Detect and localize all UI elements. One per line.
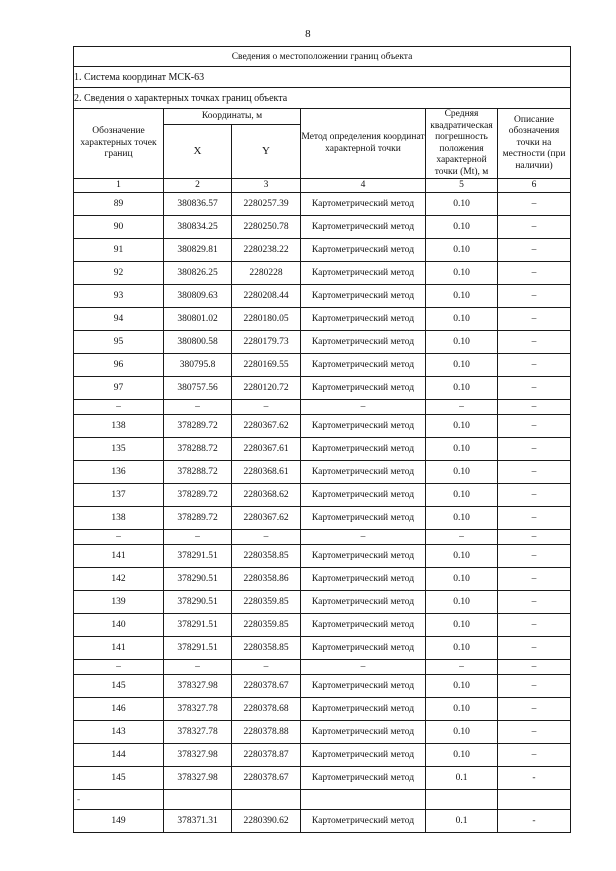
blank-cell-6 bbox=[498, 790, 571, 810]
table-separator-row bbox=[74, 530, 571, 545]
table-row bbox=[74, 216, 571, 239]
cell-description: – bbox=[498, 354, 571, 377]
cell-mean-square-error: 0.10 bbox=[426, 744, 498, 767]
cell-mean-square-error: 0.10 bbox=[426, 614, 498, 637]
cell-mean-square-error: 0.10 bbox=[426, 461, 498, 484]
cell-method: Картометрический метод bbox=[301, 721, 426, 744]
separator-cell-3: – bbox=[232, 400, 301, 415]
cell-method: Картометрический метод bbox=[301, 568, 426, 591]
banner-title-row bbox=[74, 47, 571, 67]
column-number-5: 5 bbox=[426, 179, 498, 193]
cell-description: – bbox=[498, 698, 571, 721]
cell-coordinate-y: 2280368.62 bbox=[232, 484, 301, 507]
table-row bbox=[74, 285, 571, 308]
cell-point-designation: 141 bbox=[74, 637, 164, 660]
cell-mean-square-error: 0.10 bbox=[426, 721, 498, 744]
cell-point-designation: 139 bbox=[74, 591, 164, 614]
table-row bbox=[74, 637, 571, 660]
header-mean-square-error: Средняя квадратическая погрешность положения характерной точки (Мt), м bbox=[426, 109, 498, 179]
cell-mean-square-error: 0.10 bbox=[426, 484, 498, 507]
cell-coordinate-y: 2280378.68 bbox=[232, 698, 301, 721]
table-row bbox=[74, 331, 571, 354]
cell-method: Картометрический метод bbox=[301, 614, 426, 637]
section-2-label: 2. Сведения о характерных точках границ объекта bbox=[74, 88, 571, 109]
table-row bbox=[74, 193, 571, 216]
table-body bbox=[74, 47, 571, 833]
cell-description: – bbox=[498, 614, 571, 637]
cell-coordinate-y: 2280368.61 bbox=[232, 461, 301, 484]
cell-coordinate-x: 378327.98 bbox=[164, 675, 232, 698]
cell-point-designation: 141 bbox=[74, 545, 164, 568]
cell-method: Картометрический метод bbox=[301, 461, 426, 484]
cell-method: Картометрический метод bbox=[301, 698, 426, 721]
cell-mean-square-error: 0.10 bbox=[426, 308, 498, 331]
cell-description: – bbox=[498, 591, 571, 614]
cell-method: Картометрический метод bbox=[301, 308, 426, 331]
cell-coordinate-y: 2280367.61 bbox=[232, 438, 301, 461]
cell-description: – bbox=[498, 262, 571, 285]
section-1-row bbox=[74, 67, 571, 88]
cell-mean-square-error: 0.10 bbox=[426, 377, 498, 400]
table-row bbox=[74, 545, 571, 568]
table-row bbox=[74, 810, 571, 833]
separator-cell-1: – bbox=[74, 400, 164, 415]
cell-mean-square-error: 0.10 bbox=[426, 262, 498, 285]
cell-coordinate-x: 380809.63 bbox=[164, 285, 232, 308]
banner-title: Сведения о местоположении границ объекта bbox=[74, 47, 571, 67]
table-row bbox=[74, 568, 571, 591]
cell-coordinate-x: 378327.78 bbox=[164, 698, 232, 721]
cell-coordinate-y: 2280367.62 bbox=[232, 507, 301, 530]
cell-description: - bbox=[498, 767, 571, 790]
cell-method: Картометрический метод bbox=[301, 744, 426, 767]
header-row-top bbox=[74, 109, 571, 125]
cell-point-designation: 149 bbox=[74, 810, 164, 833]
cell-coordinate-y: 2280238.22 bbox=[232, 239, 301, 262]
header-coordinates-group: Координаты, м bbox=[164, 109, 301, 125]
column-number-3: 3 bbox=[232, 179, 301, 193]
separator-cell-6: – bbox=[498, 530, 571, 545]
cell-coordinate-x: 378291.51 bbox=[164, 545, 232, 568]
separator-cell-4: – bbox=[301, 400, 426, 415]
cell-description: - bbox=[498, 810, 571, 833]
blank-cell-4 bbox=[301, 790, 426, 810]
cell-description: – bbox=[498, 637, 571, 660]
separator-cell-2: – bbox=[164, 530, 232, 545]
cell-method: Картометрический метод bbox=[301, 438, 426, 461]
table-row bbox=[74, 507, 571, 530]
cell-mean-square-error: 0.10 bbox=[426, 568, 498, 591]
cell-coordinate-x: 378327.98 bbox=[164, 767, 232, 790]
separator-cell-2: – bbox=[164, 660, 232, 675]
cell-method: Картометрический метод bbox=[301, 810, 426, 833]
cell-point-designation: 143 bbox=[74, 721, 164, 744]
cell-method: Картометрический метод bbox=[301, 767, 426, 790]
cell-description: – bbox=[498, 507, 571, 530]
cell-coordinate-x: 380826.25 bbox=[164, 262, 232, 285]
cell-mean-square-error: 0.10 bbox=[426, 545, 498, 568]
section-2-row bbox=[74, 88, 571, 109]
cell-coordinate-x: 380757.56 bbox=[164, 377, 232, 400]
cell-description: – bbox=[498, 415, 571, 438]
cell-coordinate-y: 2280358.86 bbox=[232, 568, 301, 591]
column-number-row bbox=[74, 179, 571, 193]
cell-method: Картометрический метод bbox=[301, 285, 426, 308]
cell-mean-square-error: 0.10 bbox=[426, 438, 498, 461]
cell-coordinate-x: 380834.25 bbox=[164, 216, 232, 239]
cell-coordinate-x: 378290.51 bbox=[164, 591, 232, 614]
cell-point-designation: 94 bbox=[74, 308, 164, 331]
blank-cell-1: - bbox=[74, 790, 164, 810]
cell-mean-square-error: 0.1 bbox=[426, 767, 498, 790]
header-description: Описание обозначения точки на местности (при наличии) bbox=[498, 109, 571, 179]
cell-method: Картометрический метод bbox=[301, 415, 426, 438]
cell-point-designation: 93 bbox=[74, 285, 164, 308]
cell-point-designation: 138 bbox=[74, 507, 164, 530]
cell-coordinate-x: 378327.98 bbox=[164, 744, 232, 767]
page-number: 8 bbox=[305, 28, 311, 40]
table-separator-row bbox=[74, 400, 571, 415]
cell-point-designation: 135 bbox=[74, 438, 164, 461]
cell-point-designation: 145 bbox=[74, 767, 164, 790]
cell-coordinate-y: 2280378.67 bbox=[232, 767, 301, 790]
separator-cell-1: – bbox=[74, 530, 164, 545]
cell-mean-square-error: 0.1 bbox=[426, 810, 498, 833]
cell-coordinate-y: 2280378.87 bbox=[232, 744, 301, 767]
cell-description: – bbox=[498, 744, 571, 767]
cell-point-designation: 146 bbox=[74, 698, 164, 721]
cell-point-designation: 145 bbox=[74, 675, 164, 698]
blank-cell-5 bbox=[426, 790, 498, 810]
table-row bbox=[74, 438, 571, 461]
cell-mean-square-error: 0.10 bbox=[426, 354, 498, 377]
cell-point-designation: 92 bbox=[74, 262, 164, 285]
cell-method: Картометрический метод bbox=[301, 239, 426, 262]
table-row bbox=[74, 461, 571, 484]
cell-coordinate-x: 378288.72 bbox=[164, 438, 232, 461]
cell-coordinate-y: 2280228 bbox=[232, 262, 301, 285]
cell-coordinate-x: 380801.02 bbox=[164, 308, 232, 331]
cell-mean-square-error: 0.10 bbox=[426, 591, 498, 614]
column-number-2: 2 bbox=[164, 179, 232, 193]
cell-mean-square-error: 0.10 bbox=[426, 285, 498, 308]
cell-coordinate-y: 2280378.67 bbox=[232, 675, 301, 698]
cell-coordinate-y: 2280358.85 bbox=[232, 637, 301, 660]
cell-coordinate-x: 380836.57 bbox=[164, 193, 232, 216]
cell-method: Картометрический метод bbox=[301, 193, 426, 216]
table-row bbox=[74, 721, 571, 744]
cell-coordinate-x: 380829.81 bbox=[164, 239, 232, 262]
cell-point-designation: 137 bbox=[74, 484, 164, 507]
cell-coordinate-y: 2280169.55 bbox=[232, 354, 301, 377]
cell-mean-square-error: 0.10 bbox=[426, 675, 498, 698]
cell-coordinate-x: 378289.72 bbox=[164, 415, 232, 438]
cell-description: – bbox=[498, 216, 571, 239]
cell-point-designation: 90 bbox=[74, 216, 164, 239]
separator-cell-5: – bbox=[426, 660, 498, 675]
cell-coordinate-y: 2280359.85 bbox=[232, 591, 301, 614]
cell-point-designation: 140 bbox=[74, 614, 164, 637]
cell-description: – bbox=[498, 461, 571, 484]
column-number-6: 6 bbox=[498, 179, 571, 193]
cell-mean-square-error: 0.10 bbox=[426, 507, 498, 530]
header-x: X bbox=[164, 125, 232, 179]
table-row bbox=[74, 591, 571, 614]
table-row bbox=[74, 484, 571, 507]
separator-cell-3: – bbox=[232, 530, 301, 545]
separator-cell-4: – bbox=[301, 530, 426, 545]
cell-point-designation: 91 bbox=[74, 239, 164, 262]
cell-mean-square-error: 0.10 bbox=[426, 637, 498, 660]
cell-coordinate-y: 2280120.72 bbox=[232, 377, 301, 400]
cell-method: Картометрический метод bbox=[301, 354, 426, 377]
column-number-1: 1 bbox=[74, 179, 164, 193]
cell-mean-square-error: 0.10 bbox=[426, 193, 498, 216]
cell-coordinate-y: 2280180.05 bbox=[232, 308, 301, 331]
cell-coordinate-x: 378290.51 bbox=[164, 568, 232, 591]
cell-description: – bbox=[498, 285, 571, 308]
cell-point-designation: 142 bbox=[74, 568, 164, 591]
table-row bbox=[74, 744, 571, 767]
cell-description: – bbox=[498, 193, 571, 216]
table-row bbox=[74, 415, 571, 438]
header-y: Y bbox=[232, 125, 301, 179]
table-row bbox=[74, 767, 571, 790]
cell-description: – bbox=[498, 568, 571, 591]
section-1-label: 1. Система координат МСК-63 bbox=[74, 67, 571, 88]
cell-point-designation: 96 bbox=[74, 354, 164, 377]
cell-mean-square-error: 0.10 bbox=[426, 331, 498, 354]
cell-method: Картометрический метод bbox=[301, 637, 426, 660]
separator-cell-6: – bbox=[498, 400, 571, 415]
cell-coordinate-y: 2280359.85 bbox=[232, 614, 301, 637]
header-method: Метод определения координат характерной точки bbox=[301, 109, 426, 179]
cell-point-designation: 89 bbox=[74, 193, 164, 216]
cell-mean-square-error: 0.10 bbox=[426, 239, 498, 262]
cell-method: Картометрический метод bbox=[301, 377, 426, 400]
cell-coordinate-x: 378291.51 bbox=[164, 614, 232, 637]
cell-point-designation: 136 bbox=[74, 461, 164, 484]
cell-description: – bbox=[498, 675, 571, 698]
column-number-4: 4 bbox=[301, 179, 426, 193]
cell-mean-square-error: 0.10 bbox=[426, 216, 498, 239]
cell-coordinate-x: 378327.78 bbox=[164, 721, 232, 744]
cell-point-designation: 138 bbox=[74, 415, 164, 438]
table-row bbox=[74, 308, 571, 331]
cell-coordinate-x: 380800.58 bbox=[164, 331, 232, 354]
cell-coordinate-x: 380795.8 bbox=[164, 354, 232, 377]
cell-point-designation: 97 bbox=[74, 377, 164, 400]
cell-mean-square-error: 0.10 bbox=[426, 698, 498, 721]
cell-description: – bbox=[498, 545, 571, 568]
table-row bbox=[74, 377, 571, 400]
cell-description: – bbox=[498, 331, 571, 354]
cell-method: Картометрический метод bbox=[301, 216, 426, 239]
cell-method: Картометрический метод bbox=[301, 675, 426, 698]
cell-method: Картометрический метод bbox=[301, 331, 426, 354]
cell-method: Картометрический метод bbox=[301, 484, 426, 507]
separator-cell-5: – bbox=[426, 400, 498, 415]
cell-coordinate-y: 2280367.62 bbox=[232, 415, 301, 438]
cell-point-designation: 95 bbox=[74, 331, 164, 354]
cell-coordinate-y: 2280358.85 bbox=[232, 545, 301, 568]
cell-method: Картометрический метод bbox=[301, 262, 426, 285]
blank-cell-2 bbox=[164, 790, 232, 810]
boundary-points-table bbox=[73, 46, 571, 833]
cell-description: – bbox=[498, 308, 571, 331]
cell-coordinate-y: 2280390.62 bbox=[232, 810, 301, 833]
cell-coordinate-x: 378371.31 bbox=[164, 810, 232, 833]
cell-coordinate-x: 378289.72 bbox=[164, 484, 232, 507]
cell-method: Картометрический метод bbox=[301, 591, 426, 614]
table-separator-row bbox=[74, 660, 571, 675]
blank-cell-3 bbox=[232, 790, 301, 810]
table-row bbox=[74, 698, 571, 721]
table-row bbox=[74, 675, 571, 698]
cell-coordinate-x: 378288.72 bbox=[164, 461, 232, 484]
separator-cell-2: – bbox=[164, 400, 232, 415]
cell-coordinate-y: 2280179.73 bbox=[232, 331, 301, 354]
cell-coordinate-x: 378289.72 bbox=[164, 507, 232, 530]
cell-point-designation: 144 bbox=[74, 744, 164, 767]
cell-description: – bbox=[498, 438, 571, 461]
table-row bbox=[74, 239, 571, 262]
cell-description: – bbox=[498, 484, 571, 507]
separator-cell-1: – bbox=[74, 660, 164, 675]
cell-method: Картометрический метод bbox=[301, 545, 426, 568]
cell-method: Картометрический метод bbox=[301, 507, 426, 530]
cell-coordinate-y: 2280208.44 bbox=[232, 285, 301, 308]
header-point-designation: Обозначение характерных точек границ bbox=[74, 109, 164, 179]
table-blank-row bbox=[74, 790, 571, 810]
cell-description: – bbox=[498, 377, 571, 400]
cell-mean-square-error: 0.10 bbox=[426, 415, 498, 438]
table-row bbox=[74, 354, 571, 377]
cell-coordinate-y: 2280257.39 bbox=[232, 193, 301, 216]
cell-coordinate-x: 378291.51 bbox=[164, 637, 232, 660]
cell-description: – bbox=[498, 239, 571, 262]
separator-cell-4: – bbox=[301, 660, 426, 675]
cell-coordinate-y: 2280250.78 bbox=[232, 216, 301, 239]
table-row bbox=[74, 262, 571, 285]
cell-description: – bbox=[498, 721, 571, 744]
cell-coordinate-y: 2280378.88 bbox=[232, 721, 301, 744]
separator-cell-6: – bbox=[498, 660, 571, 675]
separator-cell-5: – bbox=[426, 530, 498, 545]
table-row bbox=[74, 614, 571, 637]
separator-cell-3: – bbox=[232, 660, 301, 675]
